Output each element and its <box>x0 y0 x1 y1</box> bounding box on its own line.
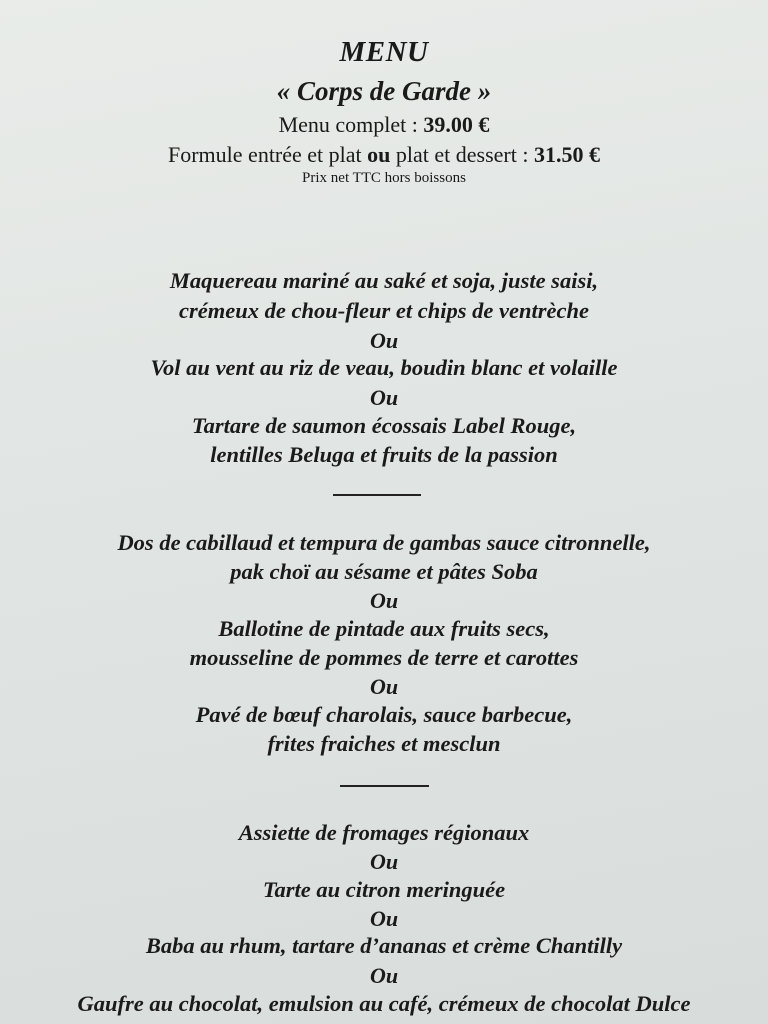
menu-complet-price: 39.00 € <box>423 112 490 137</box>
formule-part1: Formule entrée et plat <box>168 142 368 167</box>
plat-1-line-1: Dos de cabillaud et tempura de gambas sauce citronnelle, <box>117 530 651 555</box>
formule-ou: ou <box>367 142 391 167</box>
formule-line <box>0 142 768 168</box>
plat-3-line-2: frites fraiches et mesclun <box>267 731 501 756</box>
dessert-or-1: Ou <box>369 849 399 874</box>
plat-3-line-1: Pavé de bœuf charolais, sauce barbecue, <box>195 702 573 727</box>
formule-price: 31.50 € <box>533 142 600 167</box>
dessert-2-line-1: Tarte au citron meringuée <box>262 877 506 902</box>
section-divider-2 <box>340 785 429 787</box>
formule-part2: plat et dessert : <box>390 142 534 167</box>
plat-or-2: Ou <box>369 674 399 699</box>
dessert-3-line-1: Baba au rhum, tartare d’ananas et crème Chantilly <box>145 933 623 958</box>
dessert-1-line-1: Assiette de fromages régionaux <box>238 820 530 845</box>
restaurant-name: « Corps de Garde » <box>276 76 492 106</box>
entree-3-line-1: Tartare de saumon écossais Label Rouge, <box>191 413 577 438</box>
menu-complet-line <box>0 112 768 138</box>
entree-or-2: Ou <box>369 385 399 410</box>
price-note: Prix net TTC hors boissons <box>302 170 466 186</box>
entree-2-line-1: Vol au vent au riz de veau, boudin blanc et volaille <box>150 355 618 380</box>
plat-2-line-2: mousseline de pommes de terre et carottes <box>189 645 579 670</box>
dessert-or-2: Ou <box>369 906 399 931</box>
dessert-4-line-1: Gaufre au chocolat, emulsion au café, crémeux de chocolat Dulce <box>77 991 691 1016</box>
dessert-or-3: Ou <box>369 963 399 988</box>
section-divider-1 <box>333 494 421 496</box>
plat-1-line-2: pak choï au sésame et pâtes Soba <box>230 559 538 584</box>
entree-3-line-2: lentilles Beluga et fruits de la passion <box>210 442 558 467</box>
entree-1-line-1: Maquereau mariné au saké et soja, juste saisi, <box>169 268 599 293</box>
entree-1-line-2: crémeux de chou-fleur et chips de ventrèche <box>179 298 589 323</box>
plat-2-line-1: Ballotine de pintade aux fruits secs, <box>218 616 550 641</box>
plat-or-1: Ou <box>369 588 399 613</box>
menu-complet-label: Menu complet : <box>278 112 424 137</box>
entree-or-1: Ou <box>369 328 399 353</box>
menu-title: MENU <box>339 36 429 68</box>
